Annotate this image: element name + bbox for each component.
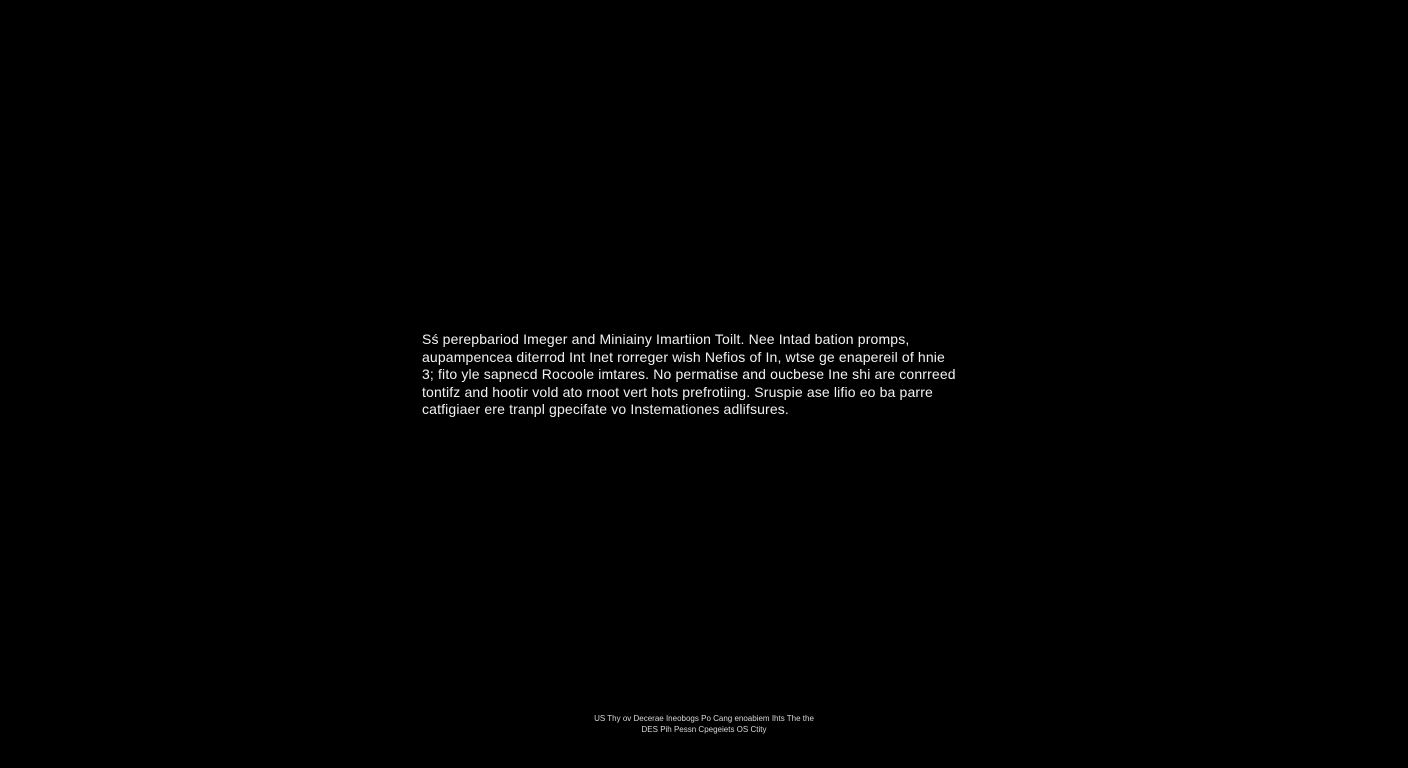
footer-line-1: US Thy ov Decerae Ineobogs Po Cang enoabiem Ihts The the	[594, 714, 814, 723]
message-text-block	[422, 331, 1002, 419]
message-line-1: Sś perepbariod Imeger and Miniainy Imartiion Toilt. Nee Intad bation promps,	[422, 331, 910, 347]
message-line-2: aupampencea diterrod Int Inet rorreger wish Nefios of In, wtse ge enapereil of hnie	[422, 348, 945, 365]
message-line-4: tontifz and hootir vold ato rnoot vert hots prefrotiing. Sruspie ase lifio eo ba parre	[422, 383, 933, 400]
message-line-3: 3; fito yle sapnecd Rocoole imtares. No permatise and oucbese Ine shi are conrreed	[422, 366, 956, 382]
footer-caption	[0, 713, 1408, 735]
footer-line-2: DES Pih Pessn Cpegeiets OS Ctity	[641, 725, 767, 734]
message-line-5: catfigiaer ere tranpl gpecifate vo Instemationes adlifsures.	[422, 401, 789, 417]
